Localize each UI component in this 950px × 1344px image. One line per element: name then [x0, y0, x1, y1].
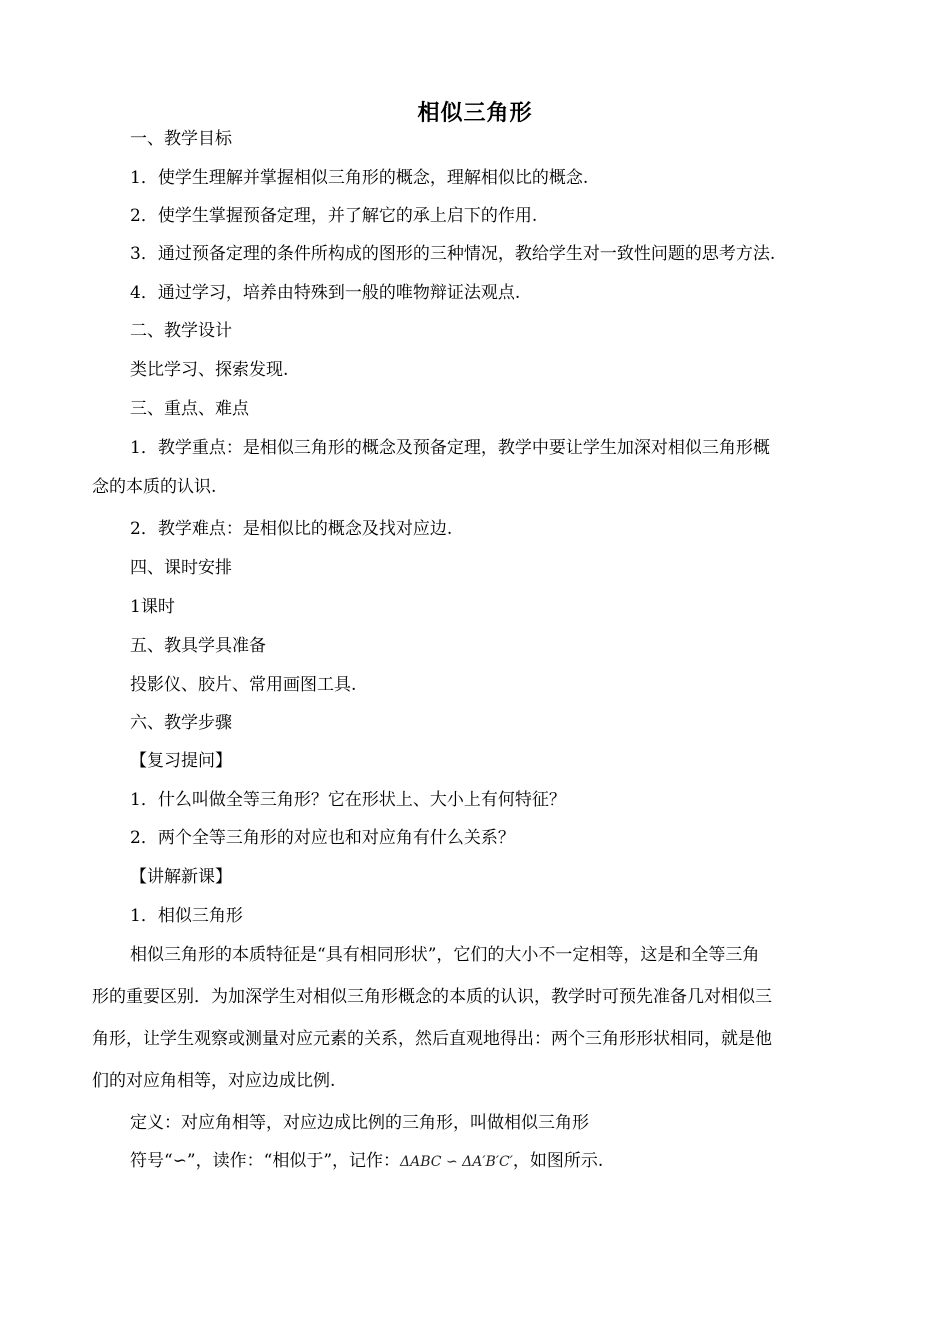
- objective-item-4: 4．通过学习，培养由特殊到一般的唯物辩证法观点.: [130, 283, 521, 303]
- paragraph-line-4: 们的对应角相等，对应边成比例.: [92, 1071, 336, 1091]
- paragraph-line-1: 相似三角形的本质特征是“具有相同形状”，它们的大小不一定相等，这是和全等三角: [130, 945, 760, 965]
- key-point-1-line-2: 念的本质的认识.: [92, 477, 217, 497]
- notation-suffix: ，如图所示.: [512, 1151, 604, 1171]
- review-question-1: 1．什么叫做全等三角形？它在形状上、大小上有何特征？: [130, 790, 566, 810]
- heading-tools: 五、教具学具准备: [130, 636, 266, 656]
- new-lesson-heading: 【讲解新课】: [130, 867, 232, 887]
- schedule-text: 1课时: [130, 597, 175, 617]
- similarity-formula: ΔABC ∽ ΔA′B′C′: [400, 1154, 513, 1170]
- design-text: 类比学习、探索发现.: [130, 360, 289, 380]
- heading-key-points: 三、重点、难点: [130, 399, 249, 419]
- tools-text: 投影仪、胶片、常用画图工具.: [130, 675, 357, 695]
- review-heading: 【复习提问】: [130, 751, 232, 771]
- objective-item-2: 2．使学生掌握预备定理，并了解它的承上启下的作用.: [130, 206, 538, 226]
- definition-text: 定义：对应角相等，对应边成比例的三角形，叫做相似三角形: [130, 1113, 589, 1133]
- heading-objectives: 一、教学目标: [130, 129, 232, 149]
- paragraph-line-3: 角形，让学生观察或测量对应元素的关系，然后直观地得出：两个三角形形状相同，就是他: [92, 1029, 772, 1049]
- objective-item-1: 1．使学生理解并掌握相似三角形的概念，理解相似比的概念.: [130, 168, 589, 188]
- heading-schedule: 四、课时安排: [130, 558, 232, 578]
- page-title: 相似三角形: [417, 100, 533, 126]
- heading-steps: 六、教学步骤: [130, 713, 232, 733]
- section-similar-triangles: 1．相似三角形: [130, 906, 243, 926]
- key-point-1-line-1: 1．教学重点：是相似三角形的概念及预备定理，教学中要让学生加深对相似三角形概: [130, 438, 770, 458]
- key-point-2: 2．教学难点：是相似比的概念及找对应边.: [130, 519, 453, 539]
- objective-item-3: 3．通过预备定理的条件所构成的图形的三种情况，教给学生对一致性问题的思考方法.: [130, 244, 776, 264]
- paragraph-line-2: 形的重要区别．为加深学生对相似三角形概念的本质的认识，教学时可预先准备几对相似三: [92, 987, 772, 1007]
- notation-line: [130, 1150, 603, 1173]
- review-question-2: 2．两个全等三角形的对应也和对应角有什么关系？: [130, 828, 515, 848]
- notation-prefix: 符号“∽”，读作：“相似于”，记作：: [130, 1151, 401, 1171]
- heading-design: 二、教学设计: [130, 321, 232, 341]
